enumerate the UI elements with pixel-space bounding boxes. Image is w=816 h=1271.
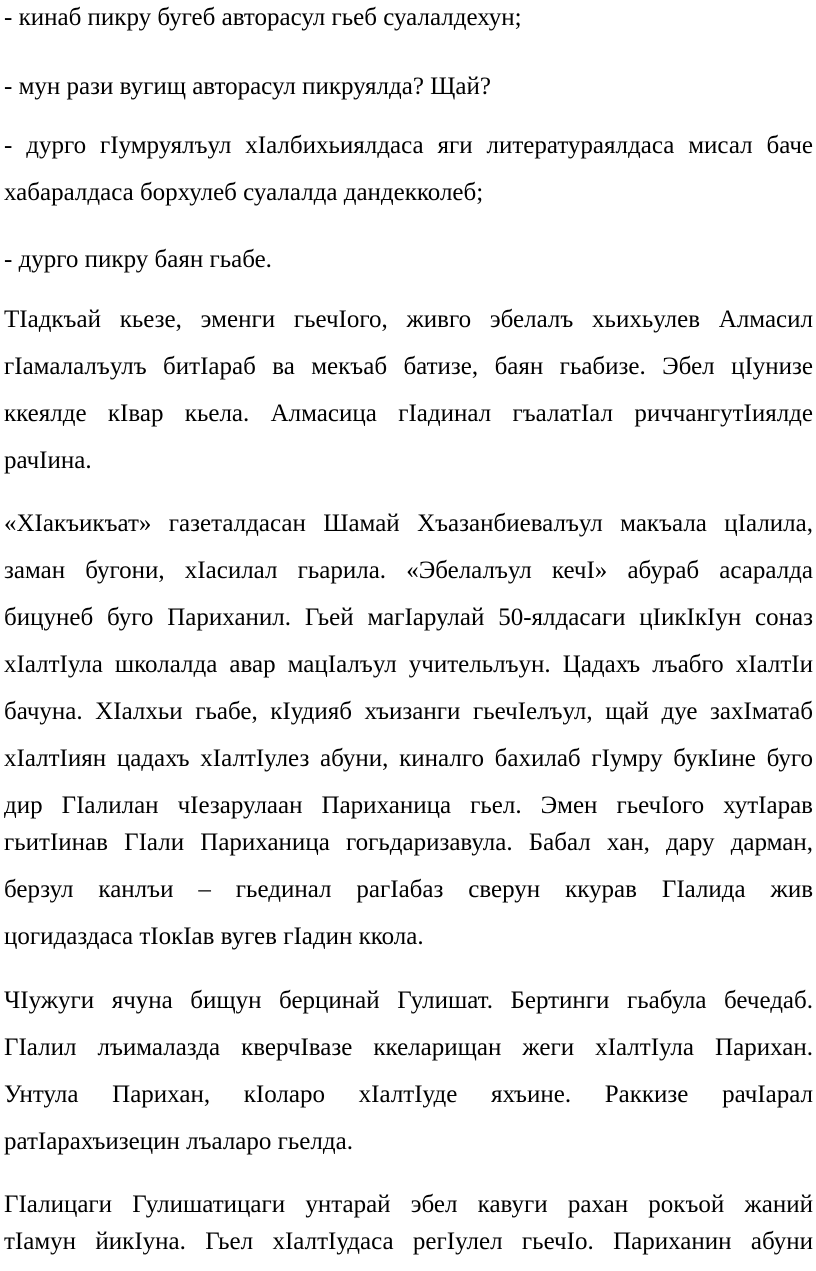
text-line: - мун рази вугищ авторасул пикруялда? Щай? — [4, 73, 491, 100]
text-line: рачIина. — [4, 447, 92, 474]
text-line: бачуна. ХIалхьи гьабе, кIудияб хъизанги гьечIелъул, щай дуе захIматаб — [4, 698, 813, 725]
text-line: дир ГIалилан чIезарулаан Париханица гьел. Эмен гьечIого хутIарав — [4, 792, 813, 819]
text-line: берзул канлъи – гьединал рагIабаз сверун ккурав ГIалида жив — [4, 876, 813, 903]
text-line: хабаралдаса борхулеб суалалда дандекколеб; — [4, 179, 484, 206]
text-line: заман бугони, хIасилал гьарила. «Эбелалъул кечI» абураб асаралда — [4, 557, 813, 584]
text-line: - кинаб пикру бугеб авторасул гьеб суалалдехун; — [4, 4, 522, 31]
text-line: цогидаздаса тIокIав вугев гIадин ккола. — [4, 923, 424, 950]
text-line: ЧIужуги ячуна бищун берцинай Гулишат. Бертинги гьабула бечедаб. — [4, 987, 813, 1014]
text-line: бицунеб буго Париханил. Гьей магIарулай 50-ялдасаги цIикIкIун соназ — [4, 604, 813, 631]
text-line: - дурго пикру баян гьабе. — [4, 246, 272, 273]
text-line: тIамун йикIуна. Гьел хIалтIудаса регIулел гьечIо. Париханин абуни — [4, 1228, 813, 1255]
text-line: гIамалалъулъ битIараб ва мекъаб батизе, баян гьабизе. Эбел цIунизе — [4, 353, 813, 380]
text-line: ТIадкъай кьезе, эменги гьечIого, живго эбелалъ хьихьулев Алмасил — [4, 306, 813, 333]
text-line: ккеялде кIвар кьела. Алмасица гIадинал гъалатIал риччангутIиялде — [4, 400, 813, 427]
text-line: хIалтIула школалда авар мацIалъул учительлъун. Цадахъ лъабго хIалтIи — [4, 651, 813, 678]
text-line: гьитIинав ГIали Париханица гогьдаризавула. Бабал хан, дару дарман, — [4, 829, 813, 856]
text-line: «ХIакъикъат» газеталдасан Шамай Хъазанбиевалъул макъала цIалила, — [4, 510, 813, 537]
text-line: ратIарахъизецин лъаларо гьелда. — [4, 1128, 353, 1155]
text-line: Унтула Парихан, кIоларо хIалтIуде яхъине. Раккизе рачIарал — [4, 1081, 813, 1108]
text-line: - дурго гIумруялъул хIалбихьиялдаса яги литератураялдаса мисал баче — [4, 132, 813, 159]
text-line: ГIалицаги Гулишатицаги унтарай эбел кавуги рахан рокъой жаний — [4, 1191, 813, 1218]
text-line: ГIалил лъималазда кверчIвазе ккеларищан жеги хIалтIула Парихан. — [4, 1034, 813, 1061]
text-line: хIалтIиян цадахъ хIалтIулез абуни, киналго бахилаб гIумру букIине буго — [4, 745, 813, 772]
